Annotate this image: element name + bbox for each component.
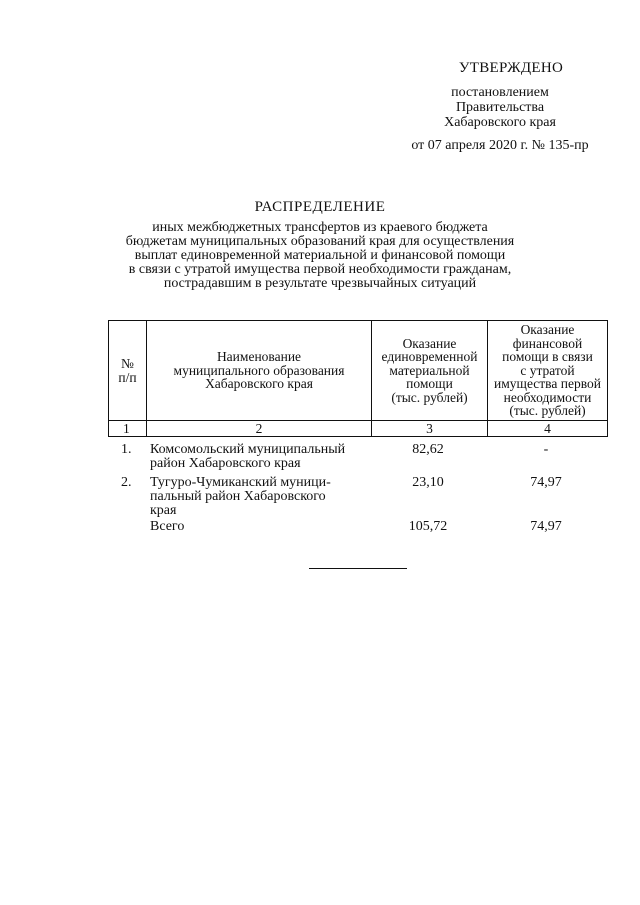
row-financial: - xyxy=(543,442,549,457)
document-title: РАСПРЕДЕЛЕНИЕ xyxy=(254,199,386,215)
row-num: 2. xyxy=(121,475,132,490)
header-num: № п/п xyxy=(109,321,147,421)
table-row xyxy=(108,476,608,520)
col-number-3: 3 xyxy=(372,421,488,437)
heading-line-2: бюджетам муниципальных образований края для осуществления xyxy=(125,234,515,249)
col-number-1: 1 xyxy=(109,421,147,437)
header-name: Наименование муниципального образования Хабаровского края xyxy=(147,321,372,421)
row-financial: 74,97 xyxy=(530,475,562,490)
heading-line-4: в связи с утратой имущества первой необходимости гражданам, xyxy=(128,262,512,277)
row-name: Комсомольский муниципальный район Хабаровского края xyxy=(150,442,346,471)
approval-title: УТВЕРЖДЕНО xyxy=(458,60,564,76)
row-name: Тугуро-Чумиканский муници- пальный район Хабаровского края xyxy=(150,475,331,518)
col-number-4: 4 xyxy=(488,421,608,437)
row-num: 1. xyxy=(121,442,132,457)
distribution-table-body xyxy=(108,443,608,540)
closing-rule xyxy=(309,568,407,569)
heading-line-5: пострадавшим в результате чрезвычайных ситуаций xyxy=(163,276,477,291)
total-row xyxy=(108,520,608,540)
approval-line-1: постановлением xyxy=(451,85,549,100)
total-financial: 74,97 xyxy=(530,519,562,534)
document-heading xyxy=(120,199,520,291)
approval-block xyxy=(380,60,620,153)
heading-line-1: иных межбюджетных трансфертов из краевого бюджета xyxy=(152,220,488,235)
header-financial-aid: Оказание финансовой помощи в связи с утратой имущества первой необходимости (тыс. рублей) xyxy=(488,321,608,421)
row-material: 23,10 xyxy=(412,475,444,490)
row-material: 82,62 xyxy=(412,442,444,457)
approval-line-3: Хабаровского края xyxy=(444,115,556,130)
heading-line-3: выплат единовременной материальной и финансовой помощи xyxy=(134,248,506,263)
total-label: Всего xyxy=(150,519,185,534)
table-row xyxy=(108,443,608,476)
total-material: 105,72 xyxy=(408,519,448,534)
col-number-2: 2 xyxy=(147,421,372,437)
approval-line-4: от 07 апреля 2020 г. № 135-пр xyxy=(411,138,589,153)
distribution-table-header xyxy=(108,320,608,437)
header-material-aid: Оказание единовременной материальной помощи (тыс. рублей) xyxy=(372,321,488,421)
approval-line-2: Правительства xyxy=(455,100,545,115)
